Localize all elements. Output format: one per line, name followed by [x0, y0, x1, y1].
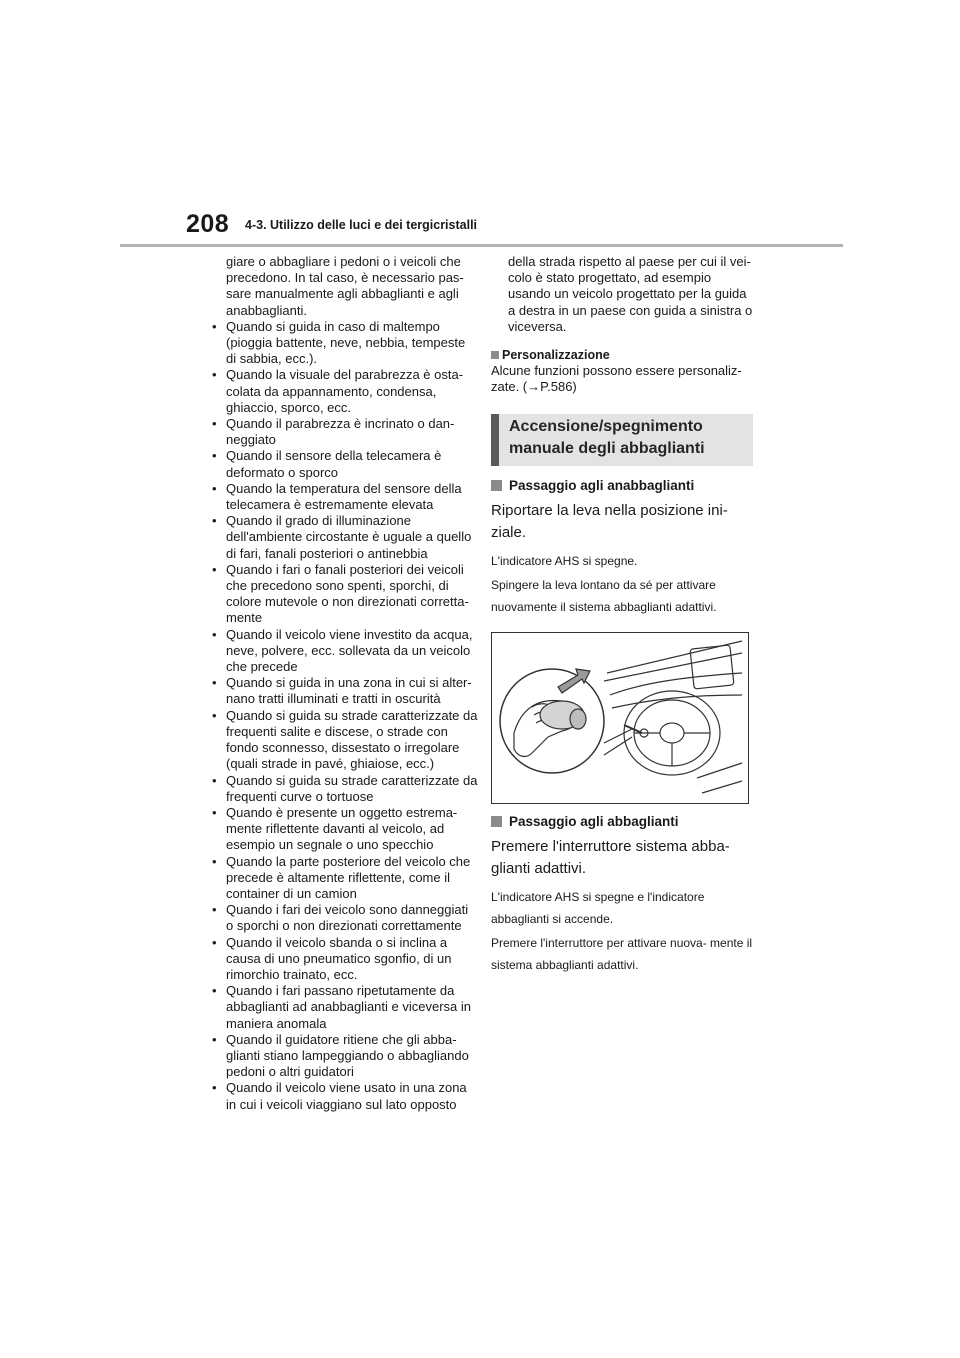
list-item: • Quando il veicolo viene usato in una zona in cui i veicoli viaggiano sul lato opposto — [210, 1080, 478, 1112]
list-item: • Quando i fari passano ripetutamente da abbaglianti ad anabbaglianti e viceversa in maniera anomala — [210, 983, 478, 1032]
high-beam-instruction: Premere l'interruttore sistema abba- glianti adattivi. — [491, 838, 730, 878]
continued-text — [210, 254, 478, 319]
low-beam-instruction: Riportare la leva nella posizione ini- ziale. — [491, 501, 728, 541]
list-item: • Quando si guida su strade caratterizzate da frequenti curve o tortuose — [210, 773, 478, 805]
section-title-line: manuale degli abbaglianti — [509, 439, 705, 457]
personalization-heading-text: Personalizzazione — [502, 348, 610, 363]
list-item: • Quando la temperatura del sensore della telecamera è estremamente elevata — [210, 481, 478, 513]
left-column — [210, 254, 478, 1113]
low-beam-note: L'indicatore AHS si spegne. — [491, 553, 638, 568]
continued-line: anabbaglianti. — [226, 302, 307, 318]
continued-paragraph: della strada rispetto al paese per cui il vei- colo è stato progettato, ad esempio usando un veicolo progettato per la guida a destra in un paese con guida a sinistra o viceversa. — [508, 254, 753, 334]
continued-line: giare o abbagliare i pedoni o i veicoli che — [226, 254, 461, 269]
list-item: • Quando il sensore della telecamera è deformato o sporco — [210, 448, 478, 480]
list-item: • Quando il veicolo sbanda o si inclina a causa di uno pneumatico sgonfio, di un rimorchio trainato, ecc. — [210, 935, 478, 984]
condition-list — [210, 319, 478, 1113]
list-item: • Quando la parte posteriore del veicolo che precede è altamente riflettente, come il container di un camion — [210, 854, 478, 903]
section-title-box — [491, 414, 753, 466]
low-beam-heading-text: Passaggio agli anabbaglianti — [509, 477, 695, 493]
low-beam-note: Spingere la leva lontano da sé per attivare nuovamente il sistema abbaglianti adattivi. — [491, 577, 717, 614]
high-beam-heading — [491, 814, 753, 830]
hand-on-lever-dashboard-illustration — [492, 633, 748, 803]
list-item: • Quando è presente un oggetto estrema- mente riflettente davanti al veicolo, ad esempio un segnale o uno specchio — [210, 805, 478, 854]
list-item: • Quando si guida in caso di maltempo (pioggia battente, neve, nebbia, tempeste di sabbia, ecc.). — [210, 319, 478, 368]
list-item: • Quando il guidatore ritiene che gli abba- glianti stiano lampeggiando o abbagliando pedoni o altri guidatori — [210, 1032, 478, 1081]
list-item: • Quando la visuale del parabrezza è osta- colata da appannamento, condensa, ghiaccio, sporco, ecc. — [210, 367, 478, 416]
list-item: • Quando il grado di illuminazione dell'ambiente circostante è uguale a quello di fari, fanali posteriori o antinebbia — [210, 513, 478, 562]
list-item: • Quando il veicolo viene investito da acqua, neve, polvere, ecc. sollevata da un veicolo che precede — [210, 627, 478, 676]
continued-line: sare manualmente agli abbaglianti e agli — [226, 286, 459, 302]
right-column — [491, 254, 753, 976]
square-marker-icon — [491, 351, 499, 359]
square-marker-icon — [491, 480, 502, 491]
lever-illustration — [491, 632, 749, 804]
high-beam-note: Premere l'interruttore per attivare nuova- mente il sistema abbaglianti adattivi. — [491, 936, 753, 973]
header-rule — [120, 244, 843, 247]
section-header: 4-3. Utilizzo delle luci e dei tergicristalli — [245, 218, 478, 232]
list-item: • Quando si guida su strade caratterizzate da frequenti salite e discese, o strade con fondo sconnesso, dissestato o irregolare (quali strade in pavé, ghiaiose, ecc.) — [210, 708, 478, 773]
continued-line: precedono. In tal caso, è necessario pas- — [226, 270, 464, 286]
low-beam-heading — [491, 478, 753, 494]
page-number: 208 — [186, 210, 230, 238]
section-title-line: Accensione/spegnimento — [509, 417, 703, 435]
list-item: • Quando i fari dei veicolo sono danneggiati o sporchi o non direzionati correttamente — [210, 902, 478, 934]
list-item: • Quando i fari o fanali posteriori dei veicoli che precedono sono spenti, sporchi, di colore mutevole o non direzionati corretta- mente — [210, 562, 478, 627]
square-marker-icon — [491, 816, 502, 827]
high-beam-note: L'indicatore AHS si spegne e l'indicatore abbaglianti si accende. — [491, 890, 705, 927]
high-beam-heading-text: Passaggio agli abbaglianti — [509, 813, 679, 829]
personalization-heading — [491, 347, 753, 363]
list-item: • Quando si guida in una zona in cui si alter- nano tratti illuminati e tratti in oscurità — [210, 675, 478, 707]
list-item: • Quando il parabrezza è incrinato o dan- neggiato — [210, 416, 478, 448]
personalization-text: Alcune funzioni possono essere personaliz- zate. (→P.586) — [491, 363, 742, 395]
